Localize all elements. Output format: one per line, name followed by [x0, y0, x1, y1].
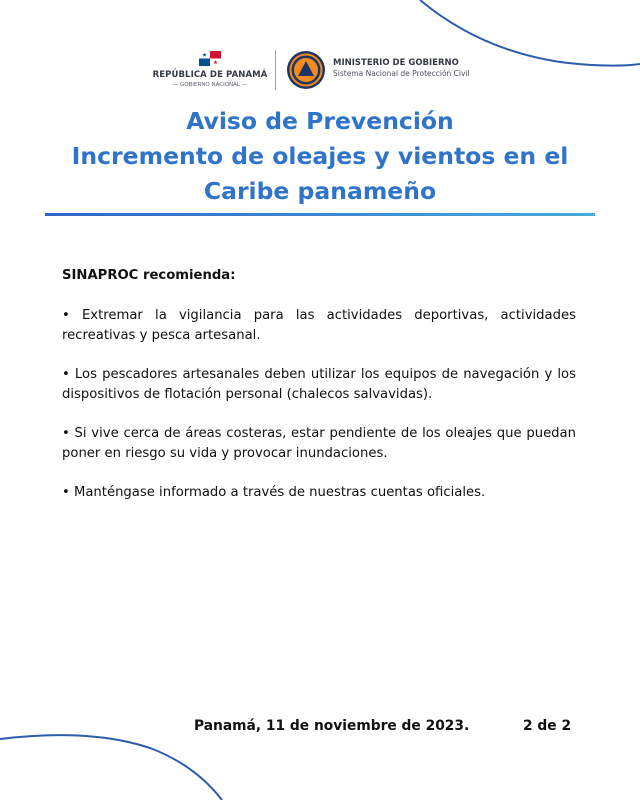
ministry-subtitle: Sistema Nacional de Protección Civil: [333, 69, 470, 78]
title-underline: [45, 213, 595, 216]
bottom-left-curve: [0, 735, 222, 800]
recommendations-heading: SINAPROC recomienda:: [62, 268, 236, 283]
header-divider: [275, 50, 276, 90]
title-line-1: Aviso de Prevención: [186, 107, 454, 135]
ministry-title: MINISTERIO DE GOBIERNO: [333, 58, 459, 68]
page-indicator: 2 de 2: [523, 718, 572, 734]
title-line-3: Caribe panameño: [203, 177, 437, 205]
footer-date: Panamá, 11 de noviembre de 2023.: [194, 718, 470, 734]
recommendation-item: • Extremar la vigilancia para las actividades deportivas, actividades recreativas y pesca artesanal.: [62, 308, 576, 343]
recommendation-item: • Los pescadores artesanales deben utilizar los equipos de navegación y los dispositivos de flotación personal (chalecos salvavidas).: [62, 367, 576, 402]
republic-subtitle: — GOBIERNO NACIONAL —: [172, 82, 248, 88]
title-line-2: Incremento de oleajes y vientos en el: [71, 142, 569, 170]
civil-protection-seal-icon: [286, 50, 326, 90]
recommendation-item: • Si vive cerca de áreas costeras, estar pendiente de los oleajes que puedan poner en riesgo su vida y provocar inundaciones.: [62, 426, 576, 461]
panama-flag-icon: [199, 51, 221, 66]
ministry-logo-text: [333, 58, 470, 78]
government-logo: [150, 46, 270, 88]
header-logos: [150, 46, 500, 94]
recommendation-item: • Manténgase informado a través de nuestras cuentas oficiales.: [62, 485, 486, 500]
republic-title: REPÚBLICA DE PANAMÁ: [152, 70, 268, 80]
notice-title: [20, 104, 620, 209]
recommendations: [62, 266, 576, 522]
